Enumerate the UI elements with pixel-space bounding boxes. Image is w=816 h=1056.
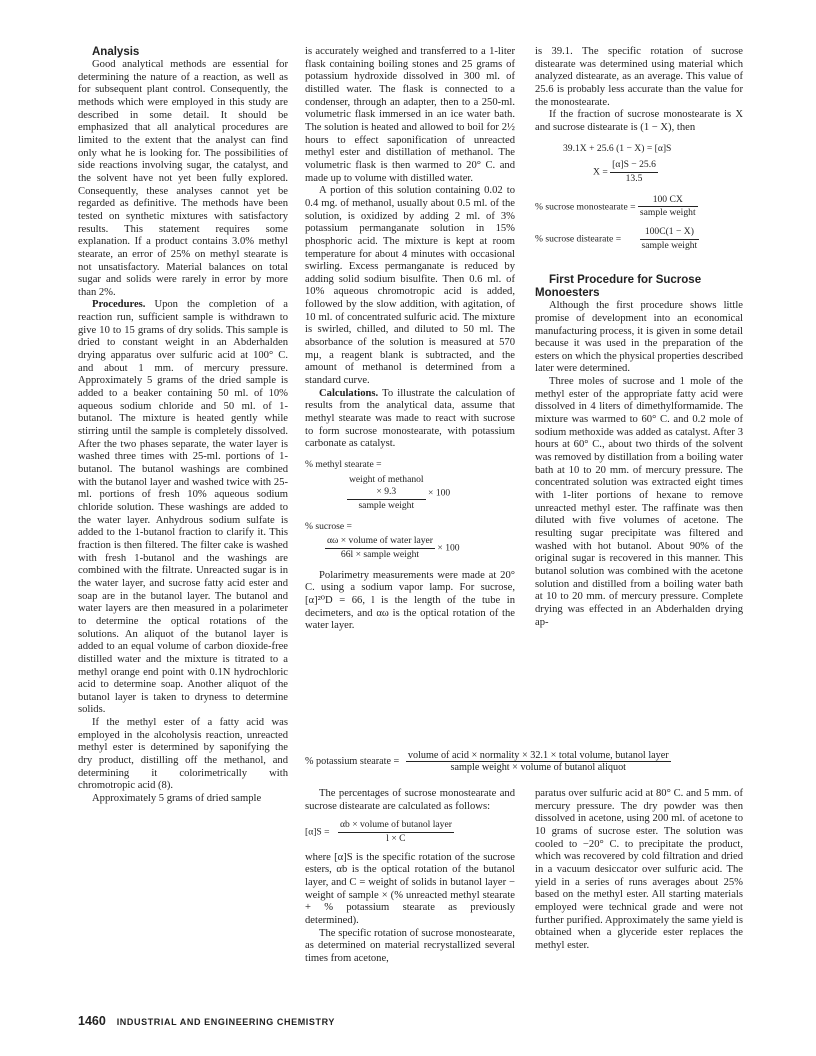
equation-lhs: % methyl stearate = (305, 459, 382, 470)
paragraph: Three moles of sucrose and 1 mole of the methyl ester of the appropriate fatty acid were dissolved in 4 liters of dimethylformamide. The mixture was warmed to 60° C. and 0.2 mole of sodium methoxide was added as catalyst. After 3 hours at 60° C., about two thirds of the solvent was removed by distillation from a boiling water bath at 10 to 20 mm. of mercury pressure. The concentrated solution was extracted eight times with 1-liter portions of hexane to remove unreacted methyl ester. The raffinate was then diluted with five volumes of acetone. The resulting sugar precipitate was filtered and washed with hot butanol. About 90% of the original sugar is recovered in this manner. This butanol solution was combined with the acetone solution and distilled from a boiling water bath at 10 to 20 mm. of mercury pressure. Complete drying was effected in an Abderhalden drying ap- (535, 376, 743, 628)
paragraph: Although the first procedure shows little promise of development into an economical manufacturing process, it is given in some detail because it was used in the preparation of the esters on which the physical properties described later were determined. (535, 300, 743, 375)
equation-lhs: % sucrose monostearate = (535, 200, 636, 212)
equation-lhs: [α]S = (305, 826, 330, 838)
paragraph-procedures (78, 299, 288, 717)
paragraph: If the fraction of sucrose monostearate is X and sucrose distearate is (1 − X), then (535, 109, 743, 133)
page-number: 1460 (78, 1014, 106, 1028)
run-in-heading: Calculations. (319, 387, 379, 399)
fraction-denominator: sample weight (639, 207, 696, 219)
paragraph: A portion of this solution containing 0.02 to 0.4 mg. of methanol, usually about 0.5 ml. of the solution, is oxidized by adding 2 ml. of 3% potassium permanganate solution in 15% phosphoric acid. The mixture is kept at room temperature for about 4 minutes with occasional swirling. Excess permanganate is reduced by adding solid sodium bisulfite. Then 0.6 ml. of 10% aqueous chromotropic acid is added, followed by the slow addition, with agitation, of 10 ml. of concentrated sulfuric acid. The mixture is swirled, chilled, and diluted to 50 ml. The absorbance of the solution is measured at 570 mμ, a reagent blank is subtracted, and the amount of methanol is determined from a standard curve. (305, 185, 515, 387)
paragraph: paratus over sulfuric acid at 80° C. and 5 mm. of mercury pressure. The dry powder was then dissolved in acetone, using 200 ml. of acetone to 10 grams of sucrose ester. The solution was cooled to −20° C. to precipitate the product, which was recovered by cold filtration and dried in a vacuum desiccator over sulfuric acid. The yield in a series of runs averages about 25% based on the methyl ester. All starting materials employed were technical grade and were not further purified. Approximately the same yield is obtained when a glyceride ester replaces the methyl ester. (535, 788, 743, 951)
fraction-numerator: × 9.3 (376, 486, 397, 498)
paragraph-text: To illustrate the calculation of results from the analytical data, assume that methyl stearate was made to react with sucrose to form sucrose monostearate, with potassium carbonate as catalyst. (305, 387, 515, 450)
fraction-numerator: αω × volume of water layer (327, 535, 433, 547)
fraction-denominator: sample weight (641, 239, 698, 251)
paragraph: If the methyl ester of a fatty acid was employed in the alcoholysis reaction, unreacted methyl ester is determined by saponifying the dry product, distilling off the methanol, and determining it colorimetrically with chromotropic acid (8). (78, 717, 288, 792)
equation-potassium-stearate (305, 750, 745, 773)
paragraph-text: Upon the completion of a reaction run, sufficient sample is withdrawn to give 10 to 15 grams of dry solids. This sample is dried to constant weight in an Abderhalden drying apparatus over sulfuric acid at 100° C. and about 1 mm. of mercury pressure. Approximately 5 grams of the dried sample is added to a beaker containing 50 ml. of 10% aqueous sodium chloride and 50 ml. of 1-butanol. The mixture is heated gently while stirring until the sample is completely dissolved. After the two phases separate, the water layer is washed three times with 25-ml. portions of 1-butanol. The butanol washings are combined with the butanol layer and washed twice with 25-ml. portions of fresh 10% aqueous sodium chloride solution. These washings are added to the water layer. Anhydrous sodium sulfate is added to the 1-butanol fraction to clarify it. This fraction is then filtered. The filter cake is washed with fresh 1-butanol and the washings are combined with the filtrate. Unreacted sugar is in the water layer, and sucrose fatty acid ester and soap are in the butanol layer. The butanol and water layers are then measured in a polarimeter to determine the optical rotations of the solutions. An aliquot of the butanol layer is added to an equal volume of carbon dioxide-free distilled water and the mixture is titrated to a methyl orange end point with 0.1N hydrochloric acid to determine soap. Another aliquot of the butanol layer is taken to dryness to determine solids. (78, 299, 289, 716)
equation-lhs: % sucrose distearate = (535, 233, 622, 245)
equation-lhs: % potassium stearate = (305, 755, 400, 767)
equation-monostearate (535, 194, 743, 220)
column-middle-lower (305, 788, 515, 966)
column-left (78, 46, 288, 806)
paragraph: Good analytical methods are essential for determining the nature of a reaction, as well as for subsequent plant control. Consequently, the methods which were employed in this study are described in some detail. It should be emphasized that all analytical procedures are limited to the extent that the analyst can find only what he is looking for. The possibilities of side reactions involving sugar, the catalyst, and the solvent have not yet been fully explored. Consequently, these analyses cannot yet be regarded as definitive. The methods have been tested on synthetic mixtures with satisfactory results. This statement requires some explanation. If a product contains 3.0% methyl stearate, an error of 25% on methyl stearate is not unsatisfactory. Material balances on total sugar and solids were rarely in error by more than 2%. (78, 59, 288, 298)
paragraph: Polarimetry measurements were made at 20° C. using a sodium vapor lamp. For sucrose, [α]²⁰D = 66, l is the length of the tube in decimeters, and αω is the optical rotation of the water layer. (305, 569, 515, 632)
fraction-numerator: 100 CX (652, 193, 683, 205)
section-heading-first-procedure: First Procedure for Sucrose Monoesters (535, 274, 702, 300)
equation-lhs: X = (593, 166, 608, 178)
paragraph-calculations (305, 388, 515, 451)
column-middle (305, 46, 515, 633)
fraction-numerator: 100C(1 − X) (644, 225, 694, 237)
paragraph: The percentages of sucrose monostearate and sucrose distearate are calculated as follows: (305, 788, 515, 812)
equation-methyl-stearate (305, 459, 515, 513)
equation-multiplier: × 100 (437, 542, 460, 554)
fraction-denominator: 66l × sample weight (325, 548, 435, 562)
fraction-denominator: sample weight × volume of butanol aliquot (406, 761, 671, 773)
paragraph: is 39.1. The specific rotation of sucrose distearate was determined using material which analyzed distearate, as an average. This value of 25.6 is probably less accurate than the value for the monostearate. (535, 46, 743, 108)
fraction-numerator: volume of acid × normality × 32.1 × total volume, butanol layer (407, 750, 669, 761)
equation-x (593, 159, 743, 185)
journal-name: INDUSTRIAL AND ENGINEERING CHEMISTRY (116, 1017, 335, 1027)
fraction-denominator: sample weight (347, 499, 426, 513)
fraction-numerator: weight of methanol (349, 473, 424, 485)
run-in-heading: Procedures. (92, 299, 146, 311)
equation-specific-rotation (305, 819, 515, 845)
column-right (535, 46, 743, 629)
paragraph: Approximately 5 grams of dried sample (92, 793, 262, 805)
paragraph: is accurately weighed and transferred to a 1-liter flask containing boiling stones and 25 grams of potassium hydroxide dissolved in 300 ml. of distilled water. The flask is connected to a condenser, through an adapter, then to a 250-ml. volumetric flask immersed in an ice water bath. The solution is heated and allowed to boil for 2½ hours to effect saponification of unreacted methyl ester and distillation of methanol. The volumetric flask is then warmed to 20° C. and made up to volume with distilled water. (305, 46, 515, 184)
equation-multiplier: × 100 (428, 487, 451, 499)
fraction-denominator: 13.5 (610, 172, 658, 186)
equation-sucrose (305, 521, 515, 562)
paragraph: The specific rotation of sucrose monostearate, as determined on material recrystallized several times from acetone, (305, 927, 515, 964)
column-right-lower (535, 788, 743, 953)
equation-lhs: % sucrose = (305, 520, 352, 532)
equation-rotation-balance: 39.1X + 25.6 (1 − X) = [α]S (563, 142, 672, 154)
section-heading-analysis: Analysis (92, 46, 140, 58)
fraction-numerator: [α]S − 25.6 (612, 159, 656, 171)
fraction-denominator: l × C (338, 832, 454, 846)
page-footer (78, 1014, 335, 1028)
paragraph: where [α]S is the specific rotation of the sucrose esters, αb is the optical rotation of the butanol layer, and C = weight of solids in butanol layer − weight of sample × (% unreacted methyl stearate + % potassium stearate as previously determined). (305, 851, 515, 926)
equation-distearate (535, 226, 743, 252)
fraction-numerator: αb × volume of butanol layer (339, 819, 452, 831)
